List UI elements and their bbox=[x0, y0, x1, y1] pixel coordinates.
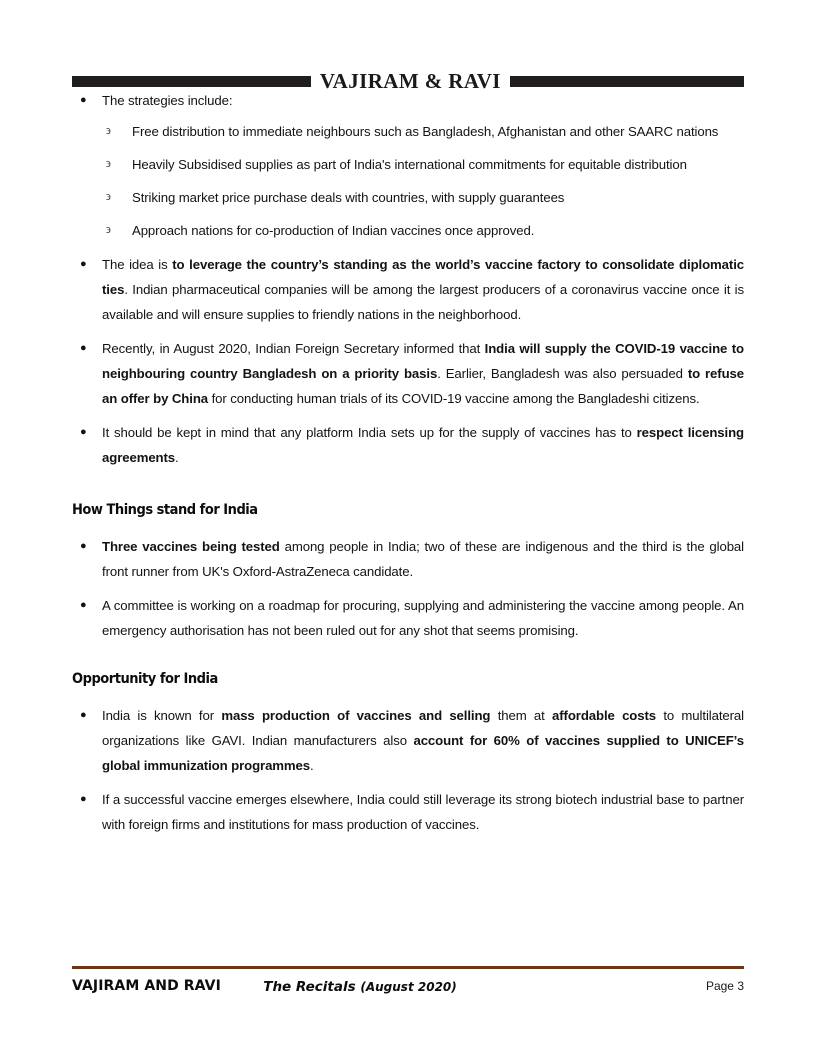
opportunity-list bbox=[72, 703, 744, 837]
list-item bbox=[72, 787, 744, 837]
section-heading-opportunity: Opportunity for India bbox=[72, 671, 218, 687]
paragraph-text: If a successful vaccine emerges elsewhere, India could still leverage its strong biotech industrial base to partner with foreign firms and institutions for mass production of vaccines. bbox=[102, 792, 744, 832]
paragraph-text: Recently, in August 2020, Indian Foreign Secretary informed that India will supply the COVID-19 vaccine to neighbouring country Bangladesh on a priority basis. Earlier, Bangladesh was also persuaded to refuse an offer by China for conducting human trials of its COVID-19 vaccine among the Bangladeshi citizens. bbox=[102, 341, 745, 406]
header-bar-right bbox=[510, 76, 744, 87]
strategies-sub-list bbox=[102, 119, 744, 243]
list-item-text: Heavily Subsidised supplies as part of India's international commitments for equitable distribution bbox=[132, 157, 687, 172]
bullet-icon: ● bbox=[80, 426, 87, 438]
paragraph-text: The idea is to leverage the country’s standing as the world’s vaccine factory to consolidate diplomatic ties. Indian pharmaceutical companies will be among the largest producers of a coronavirus vaccine once it is available and will ensure supplies to friendly nations in the neighborhood. bbox=[102, 257, 744, 322]
footer-brand: VAJIRAM AND RAVI bbox=[72, 978, 221, 994]
footer-center-inner bbox=[263, 978, 457, 996]
list-item bbox=[72, 336, 744, 411]
sub-bullet-icon: ϶ bbox=[106, 224, 111, 236]
page-footer bbox=[72, 966, 744, 994]
bullet-icon: ● bbox=[80, 709, 87, 721]
list-item-text: The strategies include: bbox=[102, 93, 233, 108]
section-heading-block bbox=[72, 500, 744, 520]
footer-divider bbox=[72, 966, 744, 969]
list-item bbox=[72, 534, 744, 584]
list-item bbox=[72, 88, 744, 243]
footer-row bbox=[72, 978, 744, 994]
list-item bbox=[72, 252, 744, 327]
list-item bbox=[72, 593, 744, 643]
paragraph-text: Three vaccines being tested among people in India; two of these are indigenous and the third is the global front runner from UK's Oxford-AstraZeneca candidate. bbox=[102, 539, 744, 579]
list-item bbox=[102, 119, 744, 144]
strategies-list bbox=[72, 88, 744, 470]
page-number: Page 3 bbox=[705, 979, 744, 993]
header-bar-left bbox=[72, 76, 311, 87]
list-item bbox=[72, 703, 744, 778]
footer-publication-date: (August 2020) bbox=[360, 980, 457, 994]
list-item bbox=[102, 185, 744, 210]
how-things-stand-list bbox=[72, 534, 744, 643]
list-item bbox=[72, 420, 744, 470]
bullet-icon: ● bbox=[80, 342, 87, 354]
header-title: VAJIRAM & RAVI bbox=[319, 68, 501, 93]
list-item-text: Free distribution to immediate neighbours such as Bangladesh, Afghanistan and other SAARC nations bbox=[132, 124, 719, 139]
bullet-icon: ● bbox=[80, 540, 87, 552]
bullet-icon: ● bbox=[80, 599, 87, 611]
paragraph-text: A committee is working on a roadmap for procuring, supplying and administering the vaccine among people. An emergency authorisation has not been ruled out for any shot that seems promising. bbox=[102, 598, 744, 638]
sub-bullet-icon: ϶ bbox=[106, 125, 111, 137]
list-item bbox=[102, 218, 744, 243]
sub-bullet-icon: ϶ bbox=[106, 191, 111, 203]
document-body bbox=[72, 88, 744, 846]
bullet-icon: ● bbox=[80, 94, 87, 106]
list-item bbox=[102, 152, 744, 177]
footer-publication-title: The Recitals bbox=[263, 979, 361, 995]
bullet-icon: ● bbox=[80, 793, 87, 805]
bullet-icon: ● bbox=[80, 258, 87, 270]
sub-bullet-icon: ϶ bbox=[106, 158, 111, 170]
section-heading-how-things-stand: How Things stand for India bbox=[72, 502, 258, 518]
paragraph-text: India is known for mass production of vaccines and selling them at affordable costs to multilateral organizations like GAVI. Indian manufacturers also account for 60% of vaccines supplied to UNICEF’s global immunization programmes. bbox=[102, 708, 744, 773]
list-item-text: Striking market price purchase deals with countries, with supply guarantees bbox=[132, 190, 565, 205]
paragraph-text: It should be kept in mind that any platform India sets up for the supply of vaccines has to respect licensing agreements. bbox=[102, 425, 744, 465]
list-item-text: Approach nations for co-production of Indian vaccines once approved. bbox=[132, 223, 535, 238]
section-heading-block bbox=[72, 669, 744, 689]
